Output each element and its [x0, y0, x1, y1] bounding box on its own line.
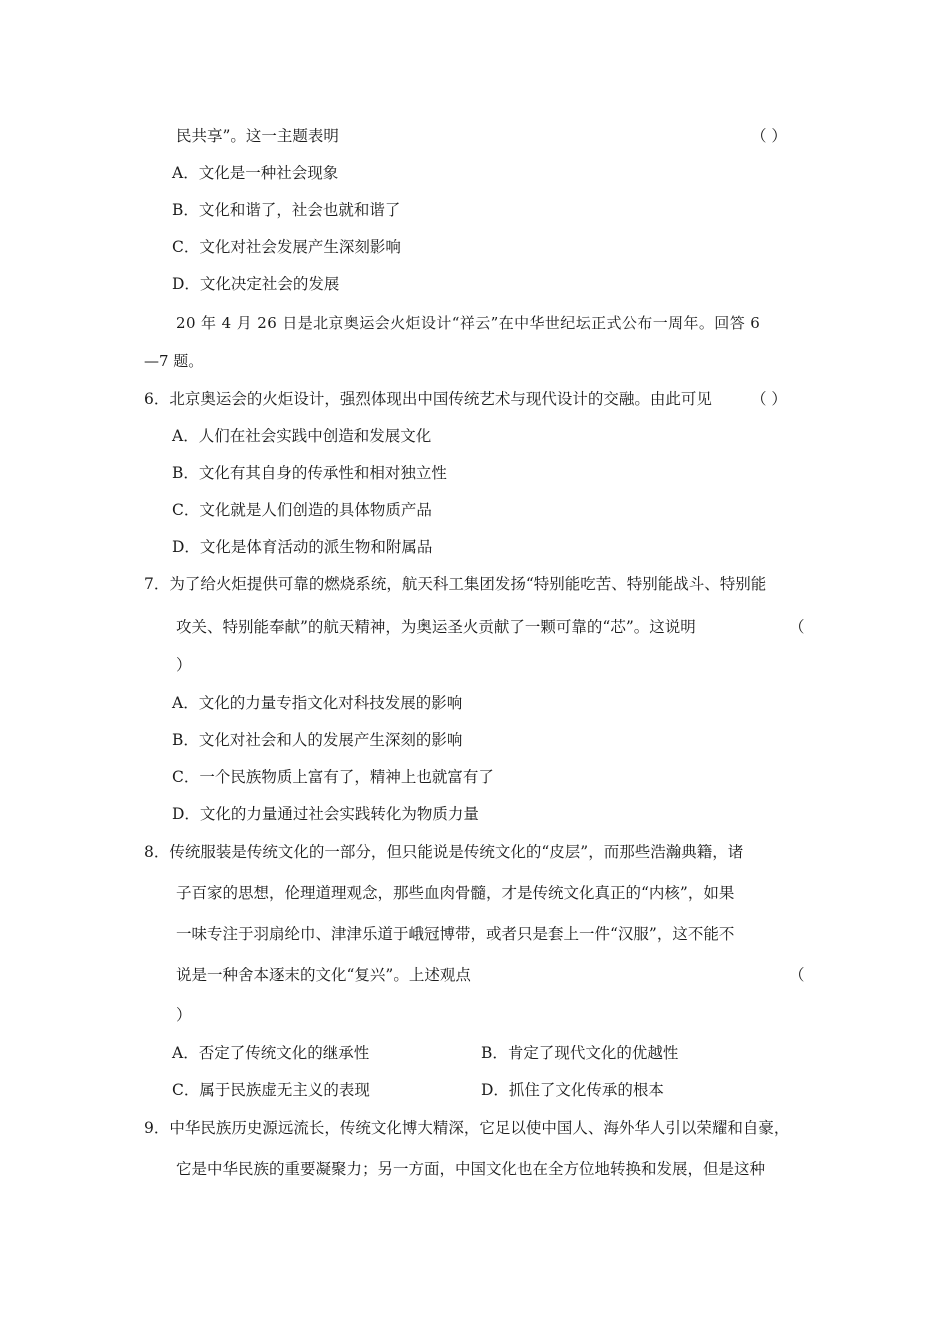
q8-option-d: D．抓住了文化传承的根本 [481, 1081, 664, 1099]
q7-stem-line-1: 7．为了给火炬提供可靠的燃烧系统，航天科工集团发扬“特别能吃苦、特别能战斗、特别能 [144, 575, 767, 593]
q9-stem-line-2: 它是中华民族的重要凝聚力；另一方面，中国文化也在全方位地转换和发展，但是这种 [176, 1160, 766, 1178]
q5-option-b: B．文化和谐了，社会也就和谐了 [172, 201, 401, 219]
q6-stem: 6．北京奥运会的火炬设计，强烈体现出中国传统艺术与现代设计的交融。由此可见 [144, 390, 712, 408]
q8-stem-line-1: 8．传统服装是传统文化的一部分，但只能说是传统文化的“皮层”，而那些浩瀚典籍，诸 [144, 843, 744, 861]
q5-stem-tail: 民共享”。这一主题表明 [176, 127, 339, 145]
q7-answer-paren-open: （ [789, 618, 805, 636]
q6-option-d: D．文化是体育活动的派生物和附属品 [172, 538, 433, 556]
q8-stem-line-4: 说是一种舍本逐末的文化“复兴”。上述观点 [176, 966, 471, 984]
q7-option-c: C．一个民族物质上富有了，精神上也就富有了 [172, 768, 494, 786]
q8-stem-line-3: 一味专注于羽扇纶巾、津津乐道于峨冠博带，或者只是套上一件“汉服”，这不能不 [176, 925, 735, 943]
q8-option-b: B．肯定了现代文化的优越性 [481, 1044, 679, 1062]
q7-option-a: A．文化的力量专指文化对科技发展的影响 [172, 694, 463, 712]
q5-option-d: D．文化决定社会的发展 [172, 275, 340, 293]
q8-stem-line-2: 子百家的思想，伦理道理观念，那些血肉骨髓，才是传统文化真正的“内核”，如果 [176, 884, 735, 902]
q5-answer-paren: （ ） [751, 127, 787, 145]
q7-option-b: B．文化对社会和人的发展产生深刻的影响 [172, 731, 463, 749]
q6-option-b: B．文化有其自身的传承性和相对独立性 [172, 464, 447, 482]
q8-answer-paren-close: ） [176, 1006, 192, 1024]
q8-option-a: A．否定了传统文化的继承性 [172, 1044, 370, 1062]
intro-line-1: 20 年 4 月 26 日是北京奥运会火炬设计“祥云”在中华世纪坛正式公布一周年。回答 6 [176, 314, 761, 332]
q6-answer-paren: （ ） [751, 390, 787, 408]
q7-option-d: D．文化的力量通过社会实践转化为物质力量 [172, 805, 479, 823]
q5-option-a: A．文化是一种社会现象 [172, 164, 339, 182]
intro-line-2: —7 题。 [144, 352, 204, 370]
q7-answer-paren-close: ） [176, 656, 192, 674]
q5-option-c: C．文化对社会发展产生深刻影响 [172, 238, 401, 256]
q9-stem-line-1: 9．中华民族历史源远流长，传统文化博大精深，它足以使中国人、海外华人引以荣耀和自豪， [144, 1119, 790, 1137]
q6-option-c: C．文化就是人们创造的具体物质产品 [172, 501, 432, 519]
q6-option-a: A．人们在社会实践中创造和发展文化 [172, 427, 432, 445]
q8-answer-paren-open: （ [789, 966, 805, 984]
q7-stem-line-2: 攻关、特别能奉献”的航天精神，为奥运圣火贡献了一颗可靠的“芯”。这说明 [176, 618, 696, 636]
q8-option-c: C．属于民族虚无主义的表现 [172, 1081, 370, 1099]
